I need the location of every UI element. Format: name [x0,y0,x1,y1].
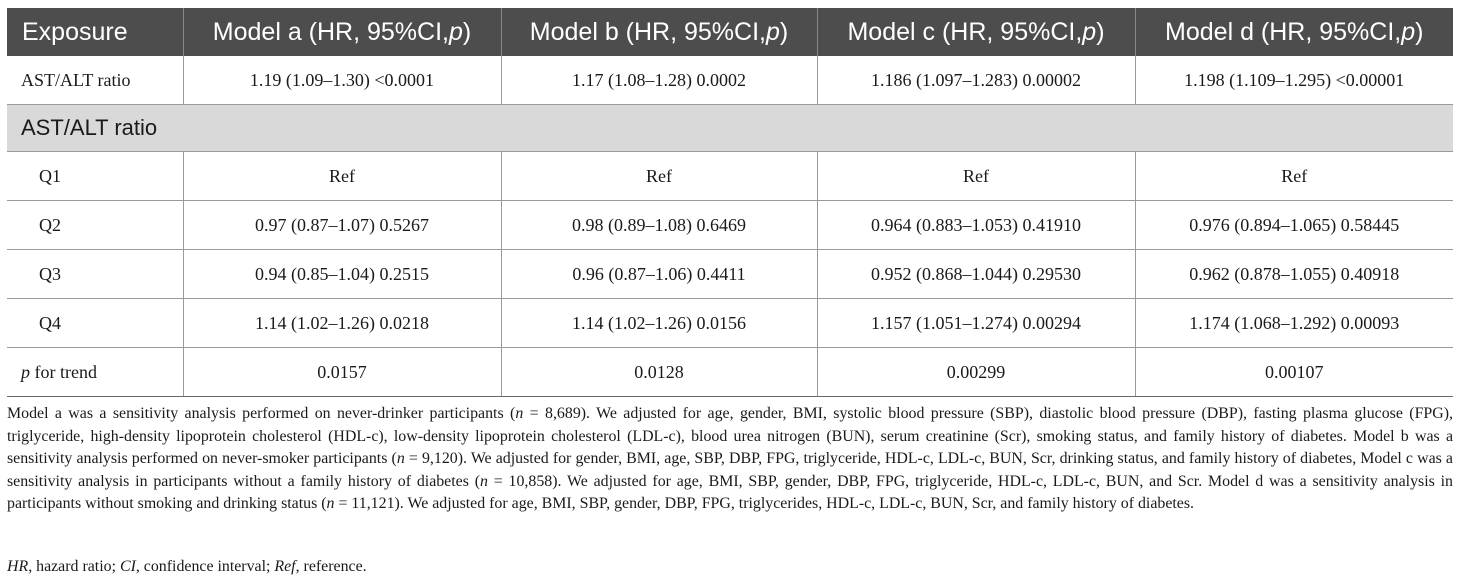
header-model-c: Model c (HR, 95%CI,p) [817,8,1135,56]
header-model-d: Model d (HR, 95%CI,p) [1135,8,1453,56]
cell-model-d: 1.198 (1.109–1.295) <0.00001 [1135,56,1453,105]
row-label: p for trend [7,348,183,397]
section-header-row [7,105,1453,152]
trend-row [7,348,1453,397]
cell-model-b: 1.14 (1.02–1.26) 0.0156 [501,299,817,348]
cell-model-b: Ref [501,152,817,201]
cell-model-d: Ref [1135,152,1453,201]
abbreviations-note: HR, hazard ratio; CI, confidence interval; Ref, reference. [7,558,367,575]
section-label: AST/ALT ratio [7,105,1453,152]
cell-model-a: 0.94 (0.85–1.04) 0.2515 [183,250,501,299]
cell-model-a: Ref [183,152,501,201]
cell-model-b: 0.98 (0.89–1.08) 0.6469 [501,201,817,250]
row-label: Q1 [7,152,183,201]
cell-model-c: Ref [817,152,1135,201]
cell-model-c: 1.186 (1.097–1.283) 0.00002 [817,56,1135,105]
cell-model-c: 0.952 (0.868–1.044) 0.29530 [817,250,1135,299]
table-row [7,152,1453,201]
cell-model-d: 0.976 (0.894–1.065) 0.58445 [1135,201,1453,250]
continuous-row [7,56,1453,105]
table-row [7,299,1453,348]
row-label: Q2 [7,201,183,250]
table-row [7,250,1453,299]
row-label: AST/ALT ratio [7,56,183,105]
cell-model-c: 1.157 (1.051–1.274) 0.00294 [817,299,1135,348]
table-row [7,201,1453,250]
header-row [7,8,1453,56]
table-footnote [7,403,1453,516]
cell-model-d: 1.174 (1.068–1.292) 0.00093 [1135,299,1453,348]
hazard-ratio-table [7,8,1453,397]
cell-model-a: 1.19 (1.09–1.30) <0.0001 [183,56,501,105]
cell-model-c: 0.00299 [817,348,1135,397]
header-model-a: Model a (HR, 95%CI,p) [183,8,501,56]
cell-model-b: 0.0128 [501,348,817,397]
cell-model-a: 0.0157 [183,348,501,397]
footnote-text: Model a was a sensitivity analysis performed on never-drinker participants (n = 8,689). We adjusted for age, gender, BMI, systolic blood pressure (SBP), diastolic blood pressure (DBP), fasting plasma glucose (FPG), triglyceride, high-density lipoprotein cholesterol (HDL-c), low-density lipoprotein cholesterol (LDL-c), blood urea nitrogen (BUN), serum creatinine (Scr), smoking status, and family history of diabetes. Model b was a sensitivity analysis performed on never-smoker participants (n = 9,120). We adjusted for gender, BMI, age, SBP, DBP, FPG, triglyceride, HDL-c, LDL-c, BUN, Scr, drinking status, and family history of diabetes, Model c was a sensitivity analysis in participants without a family history of diabetes (n = 10,858). We adjusted for age, BMI, SBP, gender, DBP, FPG, triglyceride, HDL-c, LDL-c, BUN, and Scr. Model d was a sensitivity analysis in participants without smoking and drinking status (n = 11,121). We adjusted for age, BMI, SBP, gender, DBP, FPG, triglycerides, HDL-c, LDL-c, BUN, Scr, and family history of diabetes. [7,405,1453,512]
cell-model-c: 0.964 (0.883–1.053) 0.41910 [817,201,1135,250]
cell-model-b: 1.17 (1.08–1.28) 0.0002 [501,56,817,105]
cell-model-b: 0.96 (0.87–1.06) 0.4411 [501,250,817,299]
cell-model-a: 1.14 (1.02–1.26) 0.0218 [183,299,501,348]
row-label: Q4 [7,299,183,348]
row-label: Q3 [7,250,183,299]
header-model-b: Model b (HR, 95%CI,p) [501,8,817,56]
results-table-container [7,8,1453,397]
cell-model-d: 0.962 (0.878–1.055) 0.40918 [1135,250,1453,299]
header-exposure: Exposure [7,8,183,56]
cell-model-d: 0.00107 [1135,348,1453,397]
cell-model-a: 0.97 (0.87–1.07) 0.5267 [183,201,501,250]
